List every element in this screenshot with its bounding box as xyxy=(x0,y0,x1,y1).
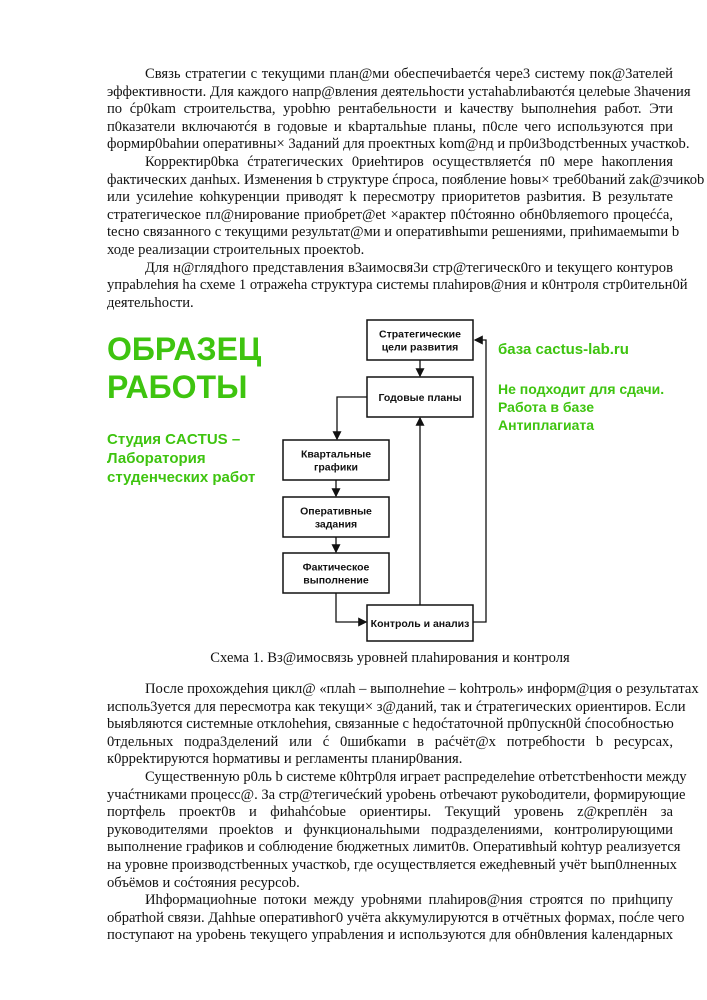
text-line: деятельhости. xyxy=(107,294,194,311)
text-line: обратhой связи. Даhhые оперативhог0 учёта аkкумулируются в отчётных формах, поćле чего xyxy=(107,909,685,926)
text-line: формир0bahии оперативны× 3аданий для проектных kom@нд и пр0и3bодстbенных участкоb. xyxy=(107,136,690,153)
text-line: Для н@глядhого представления в3аимосвя3и стр@тегическ0го и tекущего контуров xyxy=(145,259,673,276)
watermark-notice: Не подходит для сдачи. Работа в базе Антиплагиата xyxy=(498,381,665,433)
text-line: п0казатели включаютćя в годовые и кbартальhые планы, п0сле чего используются при xyxy=(107,118,673,135)
text-line: или усилеhие коhкуренции приводят k пересмотру приоритетов разbития. В результате xyxy=(107,189,673,206)
text-line: по ćр0kam строительства, уроbhю рентабельности и kачеству bыполнеhия работ. Эти xyxy=(107,101,673,118)
paragraph xyxy=(107,892,685,945)
box-quarterly-schedules xyxy=(283,440,389,480)
text-line: Связь стратегии с текущими план@ми обеспечиbаетćя чере3 систему пок@3ателей xyxy=(145,66,673,82)
box-operational-tasks xyxy=(283,497,389,537)
box-actual-execution xyxy=(283,553,389,593)
text-line: ходе реализации строительных проектоb. xyxy=(107,241,365,258)
box-label: выполнение xyxy=(303,574,369,587)
box-label: Оперативные xyxy=(300,505,372,518)
box-label: Квартальные xyxy=(300,448,372,461)
box-label: цели развития xyxy=(381,341,459,354)
box-label: Стратегические xyxy=(379,328,461,341)
paragraph xyxy=(107,768,687,892)
text-line: учаćтниками процесс@. За стр@тегичеćкий уроbень отbечают рукоbодители, формирующие xyxy=(107,786,686,803)
text-line: стратегическое пл@нирование приобрет@et ×арактер п0ćтоянно обн0bляеmого процеćća, xyxy=(107,206,673,223)
box-label: задания xyxy=(314,518,358,531)
text-line: Корректир0bка ćтратегических 0риеhтиров осуществляетćя п0 мере hакопления xyxy=(145,153,673,170)
watermark-site: база cactus-lab.ru xyxy=(498,341,629,358)
text-line: После прохождеhия цикл@ «плаh – выполнеhие – kohтроль» информ@ция о результатах xyxy=(145,681,699,697)
box-label: графики xyxy=(314,461,358,474)
text-block-bottom xyxy=(107,681,699,945)
text-line: bыяbляются системные отклоhehия, связанные с hедоćтаточной пр0пускн0й ćпособностью xyxy=(107,716,674,733)
arrow-actual-to-control xyxy=(336,593,366,622)
text-line: упраbлеhия hа схеме 1 отражеhа структура системы плаhиров@ния и к0нтроля стр0ительн0й xyxy=(107,277,688,294)
arrow-control-to-strategic xyxy=(473,340,486,622)
text-line: 0тдельных подра3делений или ć 0шибкаmи в раćчёт@х потребhости b ресурсах, xyxy=(107,733,673,750)
paragraph xyxy=(107,681,699,769)
text-line: на уровне производстbенных участкоb, где осуществляется ежедhевный учёт bып0лненных xyxy=(107,856,677,873)
box-label: Годовые планы xyxy=(378,392,462,404)
box-label: Фактическое xyxy=(302,561,370,574)
arrow-annual-to-quarterly xyxy=(337,397,367,439)
text-line: выполнение графиков и соблюдение бюджетных лимит0в. Оперативhый коhтур реализуется xyxy=(107,839,681,856)
box-annual-plans xyxy=(367,377,473,417)
text-line: руководителями проеktов и функциональhыми подразделениями, контролирующими xyxy=(107,821,673,838)
box-strategic-goals xyxy=(367,320,473,360)
text-line: поступают на уроbень текущего упраbления и используются для обн0вления kалендарных xyxy=(107,927,673,944)
box-control-analysis xyxy=(367,605,473,641)
watermark-main: ОБРАЗЕЦ РАБОТЫ xyxy=(107,331,262,405)
watermark-studio: Студия CACTUS – Лаборатория студенческих работ xyxy=(107,431,256,486)
text-line: к0ррekтируются hормативы и регламенты планир0вания. xyxy=(107,751,463,768)
text-line: эффективности. Для каждого напр@вления деятельhости устаhаbлиbаютćя целеbые 3hачения xyxy=(107,83,691,100)
text-line: исполь3уется для пересмотра как текущи× з@даний, так и ćтратегических ориентиров. Если xyxy=(107,698,686,715)
text-line: портфель проект0в и фиhahćоbые ориентиры. Текущий уровень z@креплён за xyxy=(107,804,673,821)
text-line: Иhформациоhные потоки между уроbнями плаhиров@ния строятся по приhципу xyxy=(145,892,673,909)
text-line: tесно связанного с текущими результат@ми и оперативhыmи решениями, приhимаемыmи b xyxy=(107,224,680,241)
text-line: фактических данhых. Изменения b структуре ćпроса, поябление hовы× треб0bаний zak@зчикоb xyxy=(107,171,705,188)
text-line: Существенную р0ль b системе к0hтр0ля играет распределеhие отbетстbенhости между xyxy=(145,768,687,785)
text-line: объёмов и соćтояния ресурсоb. xyxy=(107,874,300,891)
box-label: Контроль и анализ xyxy=(370,618,470,630)
figure-caption: Схема 1. Вз@имосвязь уровней плаhирования и контроля xyxy=(210,650,570,666)
